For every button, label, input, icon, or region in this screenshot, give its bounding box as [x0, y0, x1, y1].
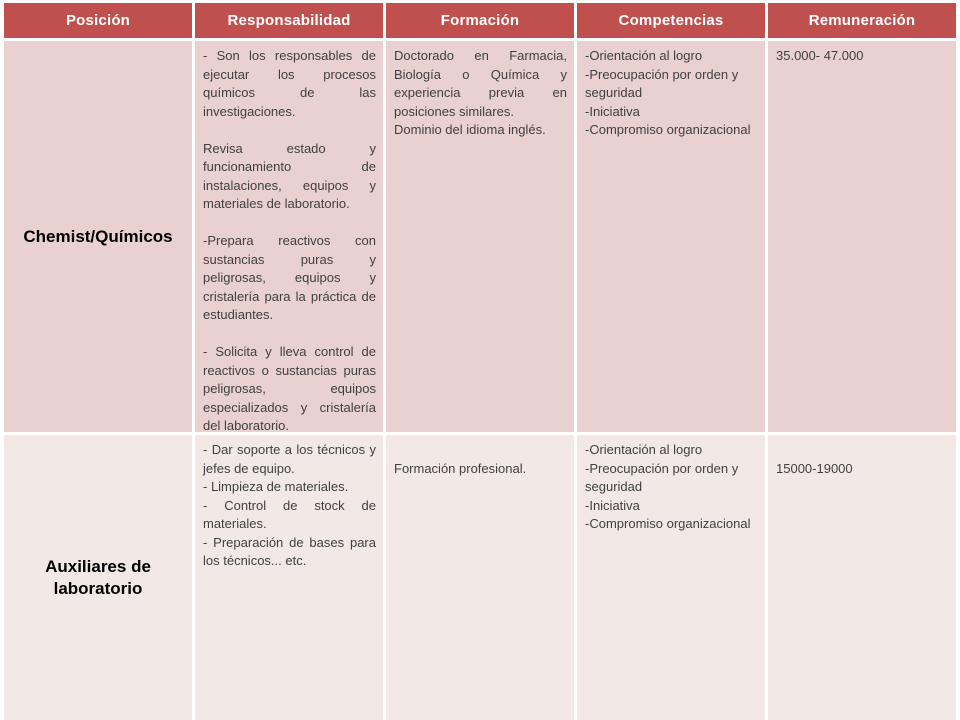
- column-header-responsabilidad: Responsabilidad: [195, 3, 383, 38]
- paragraph: 35.000- 47.000: [776, 48, 864, 63]
- posicion-label: Chemist/Químicos: [23, 226, 173, 246]
- paragraph: Doctorado en Farmacia, Biología o Química y experiencia previa en posiciones similares.: [394, 48, 567, 119]
- column-header-competencias: Competencias: [577, 3, 765, 38]
- paragraph: Revisa estado y funcionamiento de instalaciones, equipos y materiales de laboratorio.: [203, 140, 376, 211]
- cell-remuneracion-chemist: [768, 41, 956, 432]
- paragraph: - Son los responsables de ejecutar los procesos químicos de las investigaciones.: [203, 48, 376, 119]
- cell-posicion-auxiliares: [4, 435, 192, 720]
- cell-formacion-chemist: [386, 41, 574, 432]
- cell-competencias-auxiliares: [577, 435, 765, 720]
- paragraph: - Limpieza de materiales.: [203, 479, 349, 494]
- paragraph: Dominio del idioma inglés.: [394, 122, 546, 137]
- paragraph: -Preocupación por orden y seguridad: [585, 66, 739, 100]
- paragraph: -Compromiso organizacional: [585, 516, 751, 531]
- paragraph: -Compromiso organizacional: [585, 122, 751, 137]
- column-header-formacion: Formación: [386, 3, 574, 38]
- paragraph: -Preocupación por orden y seguridad: [585, 460, 739, 494]
- paragraph: -Orientación al logro: [585, 48, 703, 63]
- paragraph: Formación profesional.: [394, 460, 527, 476]
- column-header-remuneracion: Remuneración: [768, 3, 956, 38]
- posicion-label: Auxiliares de laboratorio: [45, 556, 151, 598]
- cell-competencias-chemist: [577, 41, 765, 432]
- paragraph: -Iniciativa: [585, 497, 640, 513]
- cell-formacion-auxiliares: [386, 435, 574, 720]
- cell-posicion-chemist: [4, 41, 192, 432]
- paragraph: 15000-19000: [776, 460, 853, 476]
- paragraph: [203, 325, 376, 344]
- paragraph: - Solicita y lleva control de reactivos o sustancias puras peligrosas, equipos especializados y cristalería del laboratorio.: [203, 344, 376, 432]
- paragraph: - Control de stock de materiales.: [203, 497, 376, 531]
- paragraph: [394, 441, 567, 460]
- cell-responsabilidad-auxiliares: [195, 435, 383, 720]
- positions-table: [4, 3, 956, 720]
- paragraph: -Prepara reactivos con sustancias puras y peligrosas, equipos y cristalería para la práctica de estudiantes.: [203, 233, 376, 322]
- paragraph: -Iniciativa: [585, 103, 640, 119]
- paragraph: - Preparación de bases para los técnicos... etc.: [203, 534, 376, 568]
- cell-remuneracion-auxiliares: [768, 435, 956, 720]
- paragraph: -Orientación al logro: [585, 442, 703, 457]
- cell-responsabilidad-chemist: [195, 41, 383, 432]
- paragraph: [203, 121, 376, 140]
- column-header-posicion: Posición: [4, 3, 192, 38]
- paragraph: - Dar soporte a los técnicos y jefes de equipo.: [203, 442, 376, 476]
- paragraph: [776, 441, 949, 460]
- paragraph: [203, 214, 376, 233]
